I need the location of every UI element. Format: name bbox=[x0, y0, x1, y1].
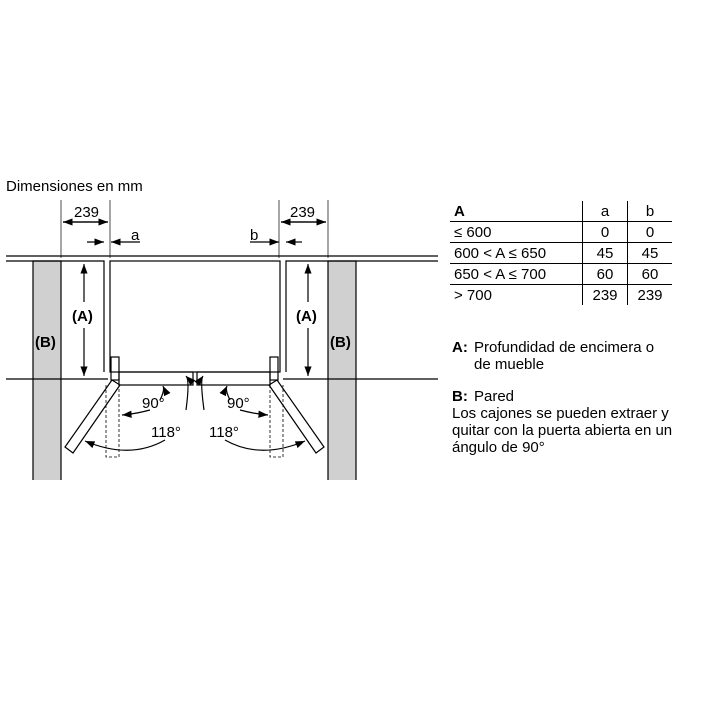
legend-b-key: B: bbox=[452, 388, 468, 405]
door-90-outline bbox=[106, 385, 283, 457]
table-header: A bbox=[450, 201, 583, 222]
table-row bbox=[450, 285, 672, 306]
table-header: b bbox=[628, 201, 673, 222]
depth-label-left: (A) bbox=[72, 308, 93, 325]
gap-a-label: a bbox=[131, 227, 140, 244]
open-door-left bbox=[65, 380, 120, 453]
extension-lines bbox=[61, 200, 328, 258]
legend-a-text-2: de mueble bbox=[474, 356, 545, 373]
table-cell: > 700 bbox=[454, 286, 492, 304]
table-cell: 0 bbox=[583, 222, 628, 243]
table-header: a bbox=[583, 201, 628, 222]
open-door-right bbox=[269, 380, 324, 453]
gap-b-label: b bbox=[250, 227, 259, 244]
table-header-row bbox=[450, 201, 672, 222]
table-cell: ≤ 600 bbox=[450, 222, 583, 243]
fridge-body bbox=[110, 261, 280, 372]
table-cell: 60 bbox=[583, 264, 628, 285]
angle-90-right: 90° bbox=[227, 395, 250, 412]
wall-label-left: (B) bbox=[35, 334, 56, 351]
installation-diagram bbox=[0, 0, 440, 480]
legend-b-text: Pared bbox=[474, 388, 515, 405]
angle-118-left: 118° bbox=[151, 424, 181, 441]
cabinet-outline bbox=[6, 261, 438, 372]
table-cell: 0 bbox=[628, 222, 673, 243]
dim-right: 239 bbox=[290, 204, 316, 221]
angle-118-right: 118° bbox=[209, 424, 239, 441]
note-line-1: Los cajones se pueden extraer y bbox=[452, 405, 669, 422]
table-cell: 45 bbox=[583, 243, 628, 264]
angle-arrow bbox=[202, 376, 204, 410]
hinge-right bbox=[270, 357, 278, 380]
depth-label-right: (A) bbox=[296, 308, 317, 325]
table-cell: 239 bbox=[628, 285, 673, 306]
angle-arrow bbox=[186, 376, 188, 410]
wall-left bbox=[33, 261, 61, 480]
table-cell: 650 < A ≤ 700 bbox=[450, 264, 583, 285]
wall-right bbox=[328, 261, 356, 480]
gap-table bbox=[450, 201, 672, 305]
title: Dimensiones en mm bbox=[6, 178, 143, 195]
angle-arrow bbox=[225, 440, 305, 450]
drawer-left bbox=[119, 372, 193, 385]
note-line-2: quitar con la puerta abierta en un bbox=[452, 422, 673, 439]
wall-label-right: (B) bbox=[330, 334, 351, 351]
table-row bbox=[450, 264, 672, 285]
drawer-right bbox=[197, 372, 270, 385]
note-line-3: ángulo de 90° bbox=[452, 439, 545, 456]
table-cell: 60 bbox=[628, 264, 673, 285]
table-row bbox=[450, 222, 672, 243]
legend-a-key: A: bbox=[452, 339, 468, 356]
dim-left: 239 bbox=[74, 204, 100, 221]
table-cell: 239 bbox=[583, 285, 628, 306]
angle-90-left: 90° bbox=[142, 395, 165, 412]
table-cell: 45 bbox=[628, 243, 673, 264]
hinge-left bbox=[111, 357, 119, 380]
legend-a-text-1: Profundidad de encimera o bbox=[474, 339, 655, 356]
table-cell: 600 < A ≤ 650 bbox=[450, 243, 583, 264]
table-row bbox=[450, 243, 672, 264]
angle-arrow bbox=[85, 440, 165, 450]
